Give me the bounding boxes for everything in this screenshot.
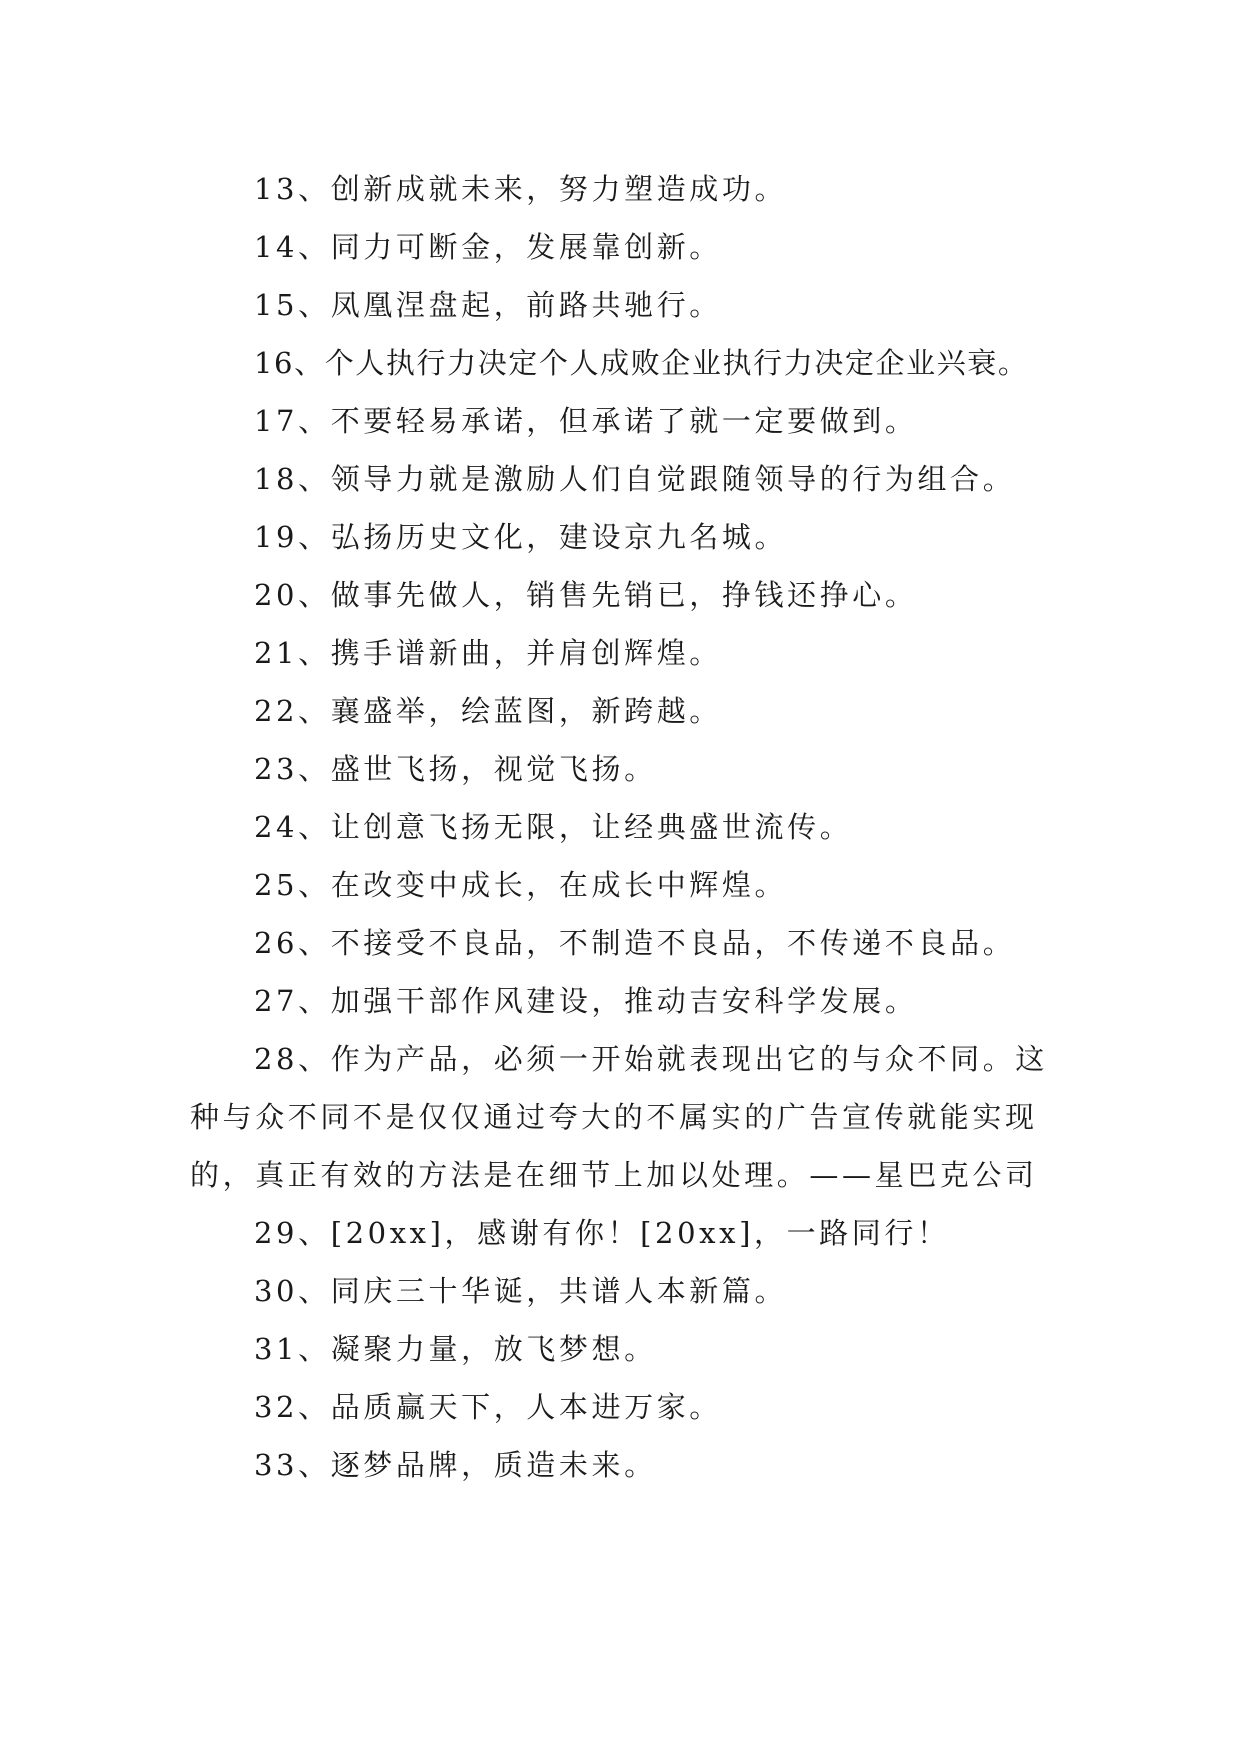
slogan-24: 24、让创意飞扬无限，让经典盛世流传。: [254, 810, 853, 844]
slogan-21: 21、携手谱新曲，并肩创辉煌。: [254, 636, 722, 670]
slogan-16: 16、个人执行力决定个人成败企业执行力决定企业兴衰。: [254, 346, 1029, 380]
slogan-29: 29、[20xx]，感谢有你！[20xx]，一路同行！: [254, 1216, 950, 1250]
slogan-30: 30、同庆三十华诞，共谱人本新篇。: [254, 1274, 788, 1308]
slogan-13: 13、创新成就未来，努力塑造成功。: [254, 172, 788, 206]
slogan-18: 18、领导力就是激励人们自觉跟随领导的行为组合。: [254, 462, 1016, 496]
slogan-19: 19、弘扬历史文化，建设京九名城。: [254, 520, 788, 554]
slogan-26: 26、不接受不良品，不制造不良品，不传递不良品。: [254, 926, 1016, 960]
slogan-20: 20、做事先做人，销售先销已，挣钱还挣心。: [254, 578, 918, 612]
slogan-33: 33、逐梦品牌，质造未来。: [254, 1448, 657, 1482]
document-body: [190, 160, 1060, 1494]
slogan-15: 15、凤凰涅盘起，前路共驰行。: [254, 288, 722, 322]
slogan-22: 22、襄盛举，绘蓝图，新跨越。: [254, 694, 722, 728]
slogan-23: 23、盛世飞扬，视觉飞扬。: [254, 752, 657, 786]
slogan-28-starbucks-quote: 28、作为产品，必须一开始就表现出它的与众不同。这种与众不同不是仅仅通过夸大的不属实的广告宣传就能实现的，真正有效的方法是在细节上加以处理。——星巴克公司: [190, 1042, 1048, 1192]
slogan-17: 17、不要轻易承诺，但承诺了就一定要做到。: [254, 404, 918, 438]
slogan-25: 25、在改变中成长，在成长中辉煌。: [254, 868, 788, 902]
slogan-14: 14、同力可断金，发展靠创新。: [254, 230, 722, 264]
slogan-32: 32、品质赢天下，人本进万家。: [254, 1390, 722, 1424]
slogan-27: 27、加强干部作风建设，推动吉安科学发展。: [254, 984, 918, 1018]
slogan-31: 31、凝聚力量，放飞梦想。: [254, 1332, 657, 1366]
